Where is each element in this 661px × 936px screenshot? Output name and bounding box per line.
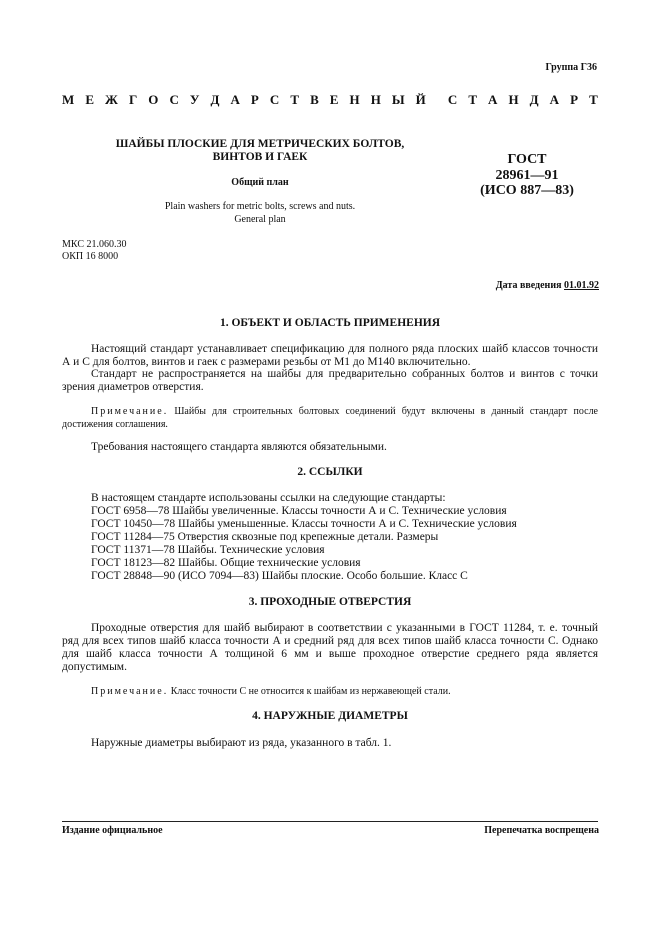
effective-date-value: 01.01.92: [564, 280, 599, 291]
iso-number: (ИСО 887—83): [480, 183, 574, 198]
section-2-heading: 2. ССЫЛКИ: [297, 466, 363, 478]
section-4-heading: 4. НАРУЖНЫЕ ДИАМЕТРЫ: [252, 710, 408, 722]
effective-date: [496, 280, 599, 291]
document-subtitle: Общий план: [231, 177, 289, 188]
reference-item: ГОСТ 11371—78 Шайбы. Технические условия: [91, 544, 325, 556]
reference-item: ГОСТ 11284—75 Отверстия сквозные под крепежные детали. Размеры: [91, 531, 439, 543]
note-label: Примечание.: [91, 406, 169, 417]
banner-letter: Ы: [391, 92, 405, 107]
banner-letter: У: [189, 92, 200, 107]
section-2-intro: В настоящем стандарте использованы ссылки на следующие стандарты:: [91, 492, 446, 504]
okp-code: ОКП 16 8000: [62, 251, 119, 262]
banner-letter: Т: [468, 92, 477, 107]
banner-letter: Р: [250, 92, 259, 107]
banner-letter: Н: [370, 92, 381, 107]
banner-letter: С: [447, 92, 458, 107]
banner-letter: А: [230, 92, 240, 107]
title-line-1: ШАЙБЫ ПЛОСКИЕ ДЛЯ МЕТРИЧЕСКИХ БОЛТОВ,: [115, 138, 405, 150]
banner-letter: Т: [589, 92, 598, 107]
section-1-heading: 1. ОБЪЕКТ И ОБЛАСТЬ ПРИМЕНЕНИЯ: [219, 317, 441, 329]
banner-letter: Н: [508, 92, 519, 107]
banner-letter: Ж: [105, 92, 118, 107]
banner-letter: Е: [329, 92, 339, 107]
banner-letter: Е: [85, 92, 94, 107]
gost-label: ГОСТ: [507, 152, 547, 167]
note-text: Шайбы для строительных болтовых соединений будут включены в данный стандарт после достижения соглашения.: [62, 406, 598, 430]
english-title-line-1: Plain washers for metric bolts, screws and nuts.: [164, 201, 356, 212]
banner-letter: Д: [529, 92, 539, 107]
classification-codes: [62, 239, 126, 263]
english-title-line-2: General plan: [234, 214, 286, 225]
footer-divider: [62, 821, 598, 822]
section-1-paragraph-2: Стандарт не распространяется на шайбы для предварительно собранных болтов и винтов с точки зрения диаметров отверстия.: [62, 368, 598, 393]
section-1-paragraph-1: Настоящий стандарт устанавливает спецификацию для полного ряда плоских шайб классов точности А и С для болтов, винтов и гаек с размерами резьбы от М1 до М140 включительно.: [62, 343, 598, 368]
banner-letter: С: [169, 92, 179, 107]
banner-letter: Й: [415, 92, 426, 107]
gost-designation: [462, 152, 592, 199]
reference-item: ГОСТ 6958—78 Шайбы увеличенные. Классы точности А и С. Технические условия: [91, 505, 507, 517]
banner-letter: М: [62, 92, 75, 107]
section-3-paragraph-1: Проходные отверстия для шайб выбирают в соответствии с указанными в ГОСТ 11284, т. е. точный ряд для всех типов шайб класса точности А и средний ряд для всех типов шайб класса точности С. Однако для шайб класса точности А толщиной 6 мм и выше проходное отверстие среднего ряда является допустимым.: [62, 622, 598, 673]
note-text: Класс точности С не относится к шайбам из нержавеющей стали.: [168, 686, 451, 697]
section-1-paragraph-3: Требования настоящего стандарта являются обязательными.: [91, 441, 387, 453]
banner-letter: Р: [570, 92, 579, 107]
gost-number: 28961—91: [495, 167, 559, 183]
reference-list: [91, 505, 598, 583]
banner-letter: Т: [290, 92, 300, 107]
footer-edition: Издание официальное: [62, 825, 163, 836]
reference-item: ГОСТ 10450—78 Шайбы уменьшенные. Классы точности А и С. Технические условия: [91, 518, 517, 530]
banner-letter: Н: [349, 92, 360, 107]
banner-letter: С: [269, 92, 280, 107]
banner-letter: А: [488, 92, 498, 107]
reference-item: ГОСТ 18123—82 Шайбы. Общие технические условия: [91, 557, 361, 569]
reference-item: ГОСТ 28848—90 (ИСО 7094—83) Шайбы плоские. Особо большие. Класс С: [91, 570, 468, 582]
group-code: Группа Г36: [545, 62, 597, 73]
mks-code: МКС 21.060.30: [62, 239, 127, 250]
section-3-note: [62, 685, 598, 698]
effective-date-label: Дата введения: [495, 280, 564, 291]
section-3-heading: 3. ПРОХОДНЫЕ ОТВЕРСТИЯ: [248, 596, 412, 608]
banner-letter: Д: [210, 92, 220, 107]
note-label: Примечание.: [91, 686, 169, 697]
banner-letter: А: [549, 92, 560, 107]
document-title: [90, 138, 430, 164]
section-4-paragraph-1: Наружные диаметры выбирают из ряда, указанного в табл. 1.: [91, 737, 392, 749]
english-title: [90, 200, 430, 226]
banner-letter: О: [148, 92, 159, 107]
footer-reprint-notice: Перепечатка воспрещена: [484, 825, 599, 836]
banner-letter: В: [310, 92, 319, 107]
title-line-2: ВИНТОВ И ГАЕК: [212, 151, 308, 163]
banner-letter: Г: [128, 92, 138, 107]
standard-banner: [62, 92, 598, 108]
section-1-note: [62, 405, 598, 431]
